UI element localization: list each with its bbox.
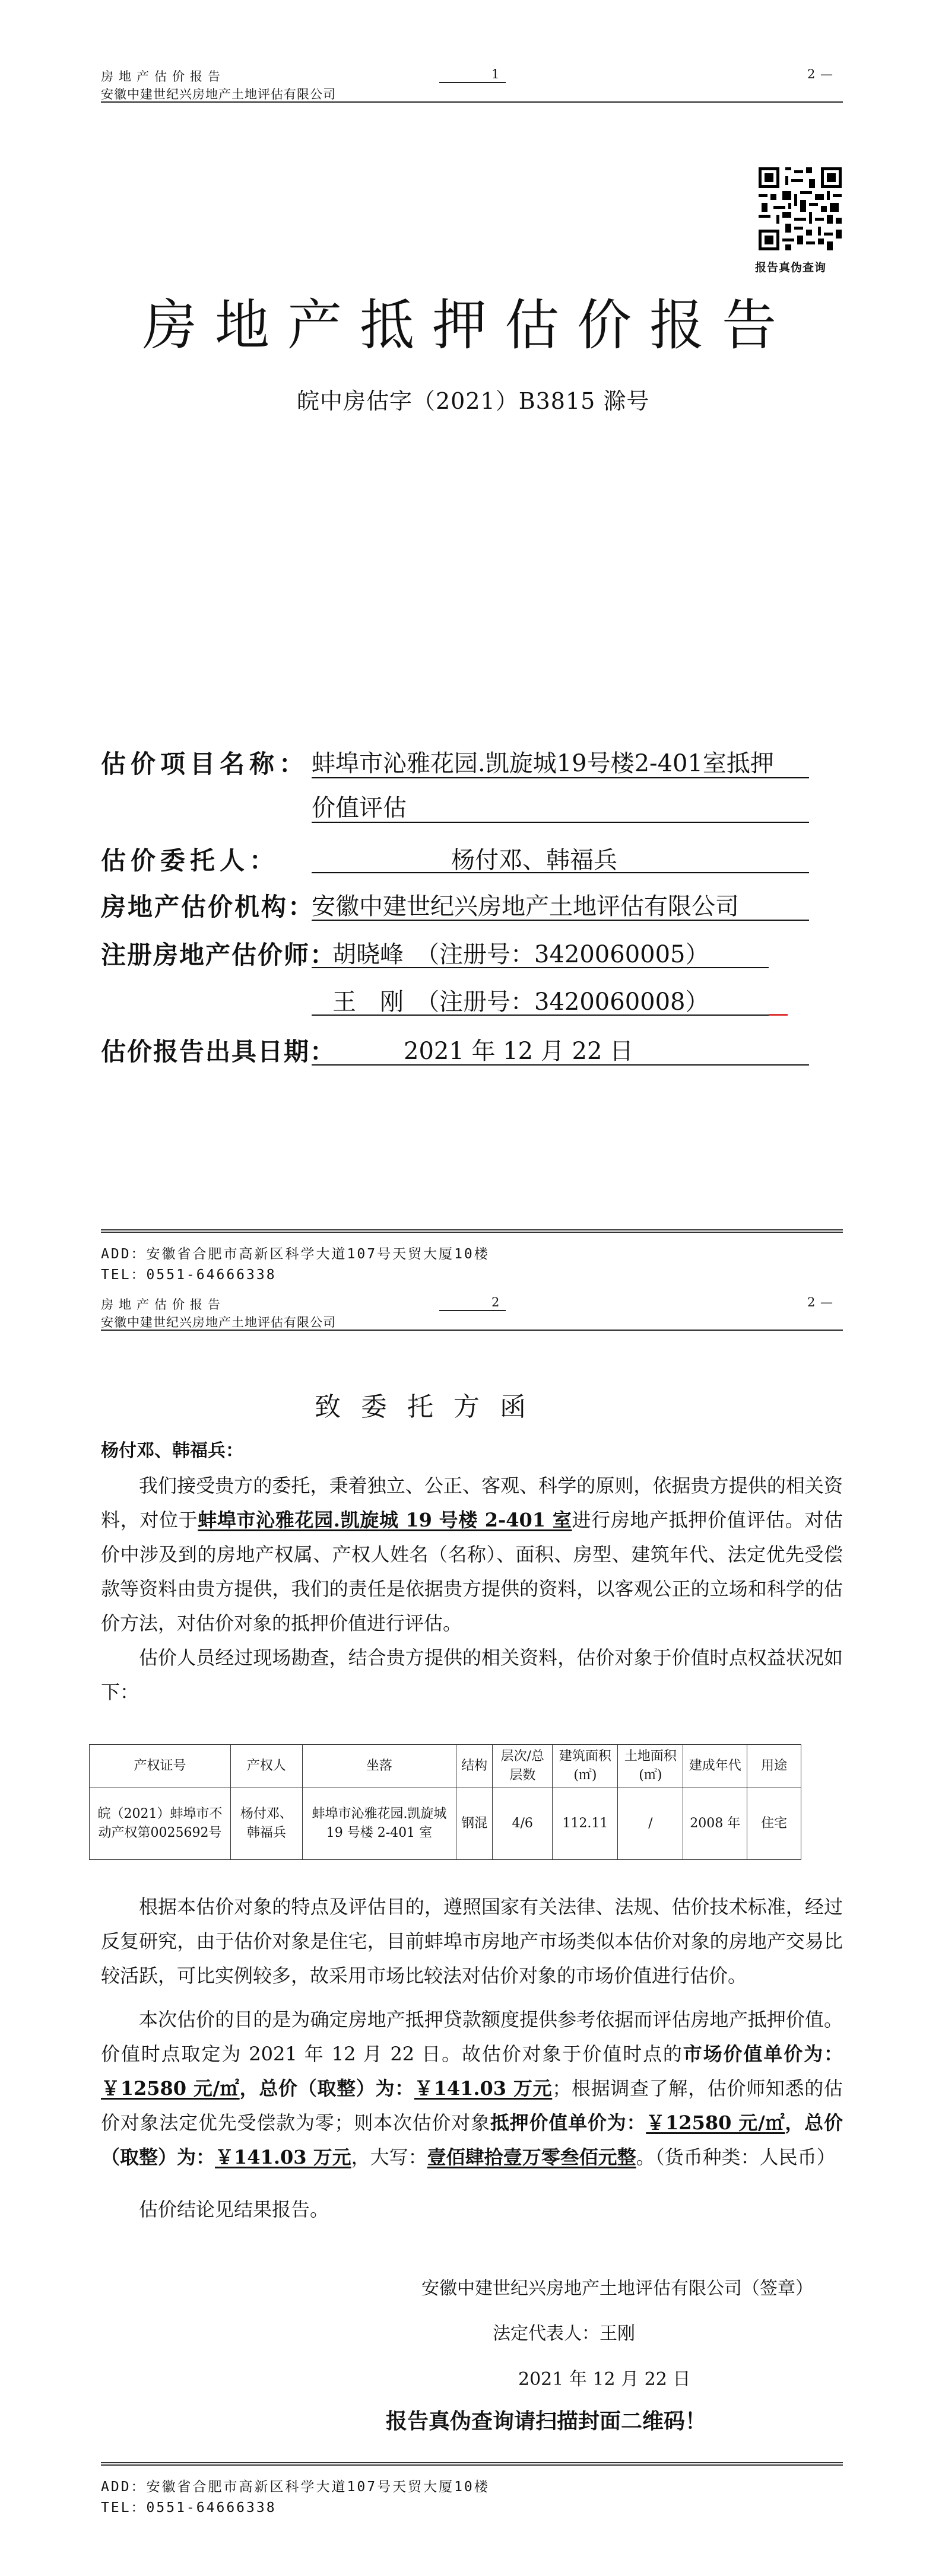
- date-value: 2021 年 12 月 22 日: [404, 1038, 634, 1065]
- page1-footer-tel: TEL：0551-64666338: [101, 1267, 277, 1283]
- table-header: 层次/总层数: [493, 1745, 553, 1788]
- table-header: 产权证号: [90, 1745, 231, 1788]
- date-underline: [312, 1064, 809, 1066]
- page1-footer-add: ADD：安徽省合肥市高新区科学大道107号天贸大厦10楼: [101, 1246, 490, 1262]
- table-header: 结构: [456, 1745, 493, 1788]
- para4-mortgage-total-label: ，总价（取整）为：: [101, 2111, 843, 2168]
- qr-code[interactable]: [759, 167, 842, 250]
- agency-value: 安徽中建世纪兴房地产土地评估有限公司: [312, 893, 739, 920]
- para4-market-total: ￥141.03 万元: [414, 2077, 553, 2100]
- project-underline-1: [312, 777, 809, 778]
- project-underline-2: [312, 822, 809, 823]
- appraiser-2-underline: [312, 1015, 769, 1016]
- table-cell: 皖（2021）蚌埠市不动产权第0025692号: [90, 1788, 231, 1860]
- para4-mortgage-label: 抵押价值单价为：: [490, 2111, 646, 2134]
- para4-mortgage-total: ￥141.03 万元: [215, 2146, 351, 2168]
- table-cell: 住宅: [747, 1788, 801, 1860]
- paragraph-3: 根据本估价对象的特点及评估目的，遵照国家有关法律、法规、估价技术标准，经过反复研究，由于估价对象是住宅，目前蚌埠市房地产市场类似本估价对象的房地产交易比较活跃，可比实例较多，故采用市场比较法对估价对象的市场价值进行估价。: [101, 1896, 843, 1987]
- table-header: 建成年代: [683, 1745, 747, 1788]
- agency-underline: [312, 920, 809, 921]
- page2-footer-tel: TEL：0551-64666338: [101, 2500, 277, 2515]
- verify-note: 报告真伪查询请扫描封面二维码！: [386, 2409, 707, 2434]
- appraiser-1-underline: [312, 967, 769, 968]
- page2-footer-add: ADD：安徽省合肥市高新区科学大道107号天贸大厦10楼: [101, 2479, 490, 2495]
- para4-market-unit: ￥12580 元/㎡: [101, 2077, 240, 2100]
- page1-footer-line: [101, 1229, 843, 1233]
- page2-header-total: 2 —: [807, 1295, 834, 1309]
- paragraph-5: 估价结论见结果报告。: [139, 2198, 329, 2221]
- para4-text-m: 。（货币种类：人民币）: [636, 2146, 836, 2168]
- page1-header-title: 房地产估价报告: [101, 69, 226, 84]
- letter-title: 致委托方函: [315, 1392, 546, 1422]
- appraiser-1: 胡晓峰 （注册号：3420060005）: [332, 941, 709, 968]
- page2-header-rule: [439, 1310, 506, 1311]
- sign-company: 安徽中建世纪兴房地产土地评估有限公司（签章）: [421, 2278, 813, 2299]
- sign-representative: 法定代表人：王刚: [493, 2323, 635, 2344]
- page1-header-page: 1: [491, 67, 500, 81]
- para1-text-c: 进行房地产抵押价值评估。对估价中涉及到的房地产权属、产权人姓名（名称）、面积、房型、建筑年代、法定优先受偿款等资料由贵方提供，我们的责任是依据贵方提供的资料，以客观公正的立场和科学的估价方法，对估价对象的抵押价值进行评估。: [101, 1509, 843, 1634]
- page1-header-company: 安徽中建世纪兴房地产土地评估有限公司: [101, 87, 336, 101]
- appraiser-2: 王 刚 （注册号：3420060008）: [332, 988, 709, 1016]
- table-cell: 杨付邓、韩福兵: [231, 1788, 303, 1860]
- table-row: [90, 1788, 801, 1860]
- salutation: 杨付邓、韩福兵：: [101, 1440, 243, 1461]
- para4-text-f: ；根据调查了解，估价师知悉的估价对象法定优先受偿款为零；则本次估价对象: [101, 2077, 843, 2134]
- project-value-line2: 价值评估: [312, 794, 407, 822]
- page2-header-company: 安徽中建世纪兴房地产土地评估有限公司: [101, 1315, 336, 1330]
- page2-footer-line: [101, 2462, 843, 2466]
- table-header: 产权人: [231, 1745, 303, 1788]
- qr-code-icon: [759, 167, 842, 250]
- page2-header-page: 2: [491, 1295, 500, 1309]
- para4-capital: 壹佰肆拾壹万零叁佰元整: [427, 2146, 636, 2168]
- para1-text-a: 我们接受贵方的委托，秉着独立、公正、客观、科学的原则，依据贵方提供的相关资料，对位于: [101, 1474, 843, 1531]
- table-cell: 蚌埠市沁雅花园.凯旋城 19 号楼 2-401 室: [302, 1788, 456, 1860]
- table-cell: 2008 年: [683, 1788, 747, 1860]
- page2-header-title: 房地产估价报告: [101, 1297, 226, 1312]
- para4-mortgage-unit: ￥12580 元/㎡: [646, 2111, 785, 2134]
- table-header: 建筑面积(㎡): [553, 1745, 618, 1788]
- table-cell: /: [618, 1788, 683, 1860]
- report-title: 房地产抵押估价报告: [142, 294, 795, 357]
- paragraph-4: [101, 2002, 843, 2174]
- table-header-row: [90, 1745, 801, 1788]
- page2-header-line: [101, 1330, 843, 1331]
- client-label: 估价委托人：: [101, 846, 280, 875]
- red-mark: [769, 1014, 788, 1016]
- table-header: 土地面积(㎡): [618, 1745, 683, 1788]
- property-table: [89, 1744, 801, 1860]
- client-underline: [312, 872, 809, 873]
- para4-total-label: ，总价（取整）为：: [239, 2077, 414, 2100]
- paragraph-2: 估价人员经过现场勘查，结合贵方提供的相关资料，估价对象于价值时点权益状况如下：: [101, 1646, 843, 1703]
- table-header: 坐落: [302, 1745, 456, 1788]
- project-value-line1: 蚌埠市沁雅花园.凯旋城19号楼2-401室抵押: [312, 750, 774, 777]
- appraiser-label: 注册房地产估价师：: [101, 940, 337, 969]
- page1-header-line: [101, 101, 843, 103]
- client-value: 杨付邓、韩福兵: [451, 847, 617, 874]
- paragraph-1: [101, 1468, 843, 1640]
- page1-header-total: 2 —: [807, 67, 834, 81]
- table-cell: 钢混: [456, 1788, 493, 1860]
- agency-label: 房地产估价机构：: [101, 892, 315, 921]
- date-label: 估价报告出具日期：: [101, 1037, 337, 1066]
- sign-date: 2021 年 12 月 22 日: [518, 2369, 691, 2390]
- para4-market-label: 市场价值单价为：: [683, 2043, 843, 2065]
- table-cell: 112.11: [553, 1788, 618, 1860]
- qr-caption: 报告真伪查询: [755, 261, 827, 274]
- table-cell: 4/6: [493, 1788, 553, 1860]
- table-header: 用途: [747, 1745, 801, 1788]
- project-label: 估价项目名称：: [101, 749, 309, 778]
- para4-text-a: 本次估价的目的是为确定房地产抵押贷款额度提供参考依据而评估房地产抵押价值。价值时点取定为 2021 年 12 月 22 日。故估价对象于价值时点的: [101, 2008, 843, 2065]
- para1-address: 蚌埠市沁雅花园.凯旋城 19 号楼 2-401 室: [198, 1509, 572, 1531]
- page1-header-rule: [439, 82, 506, 83]
- report-number: 皖中房估字（2021）B3815 滁号: [297, 388, 650, 414]
- para4-text-k: ，大写：: [351, 2146, 427, 2168]
